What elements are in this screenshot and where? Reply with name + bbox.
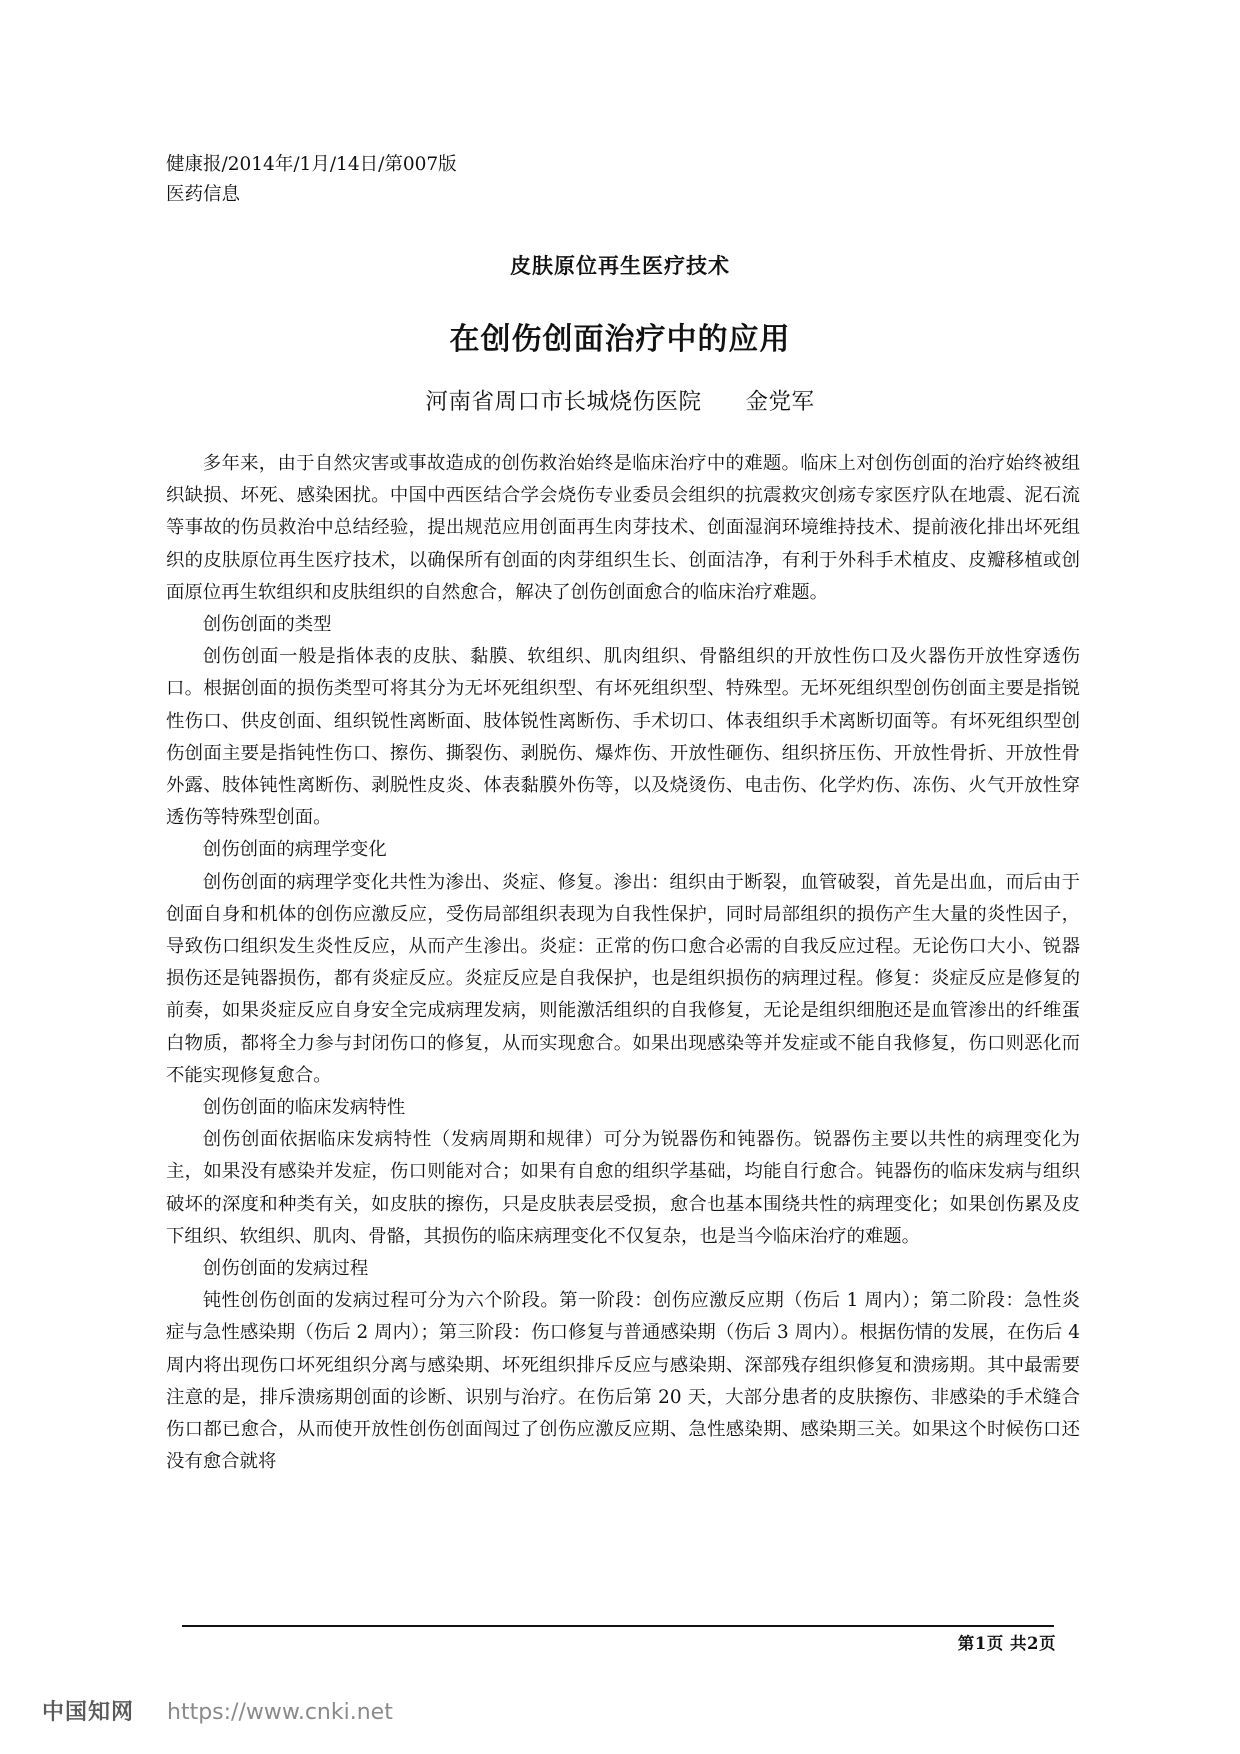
- author-line: [0, 384, 1240, 416]
- article-body: [166, 448, 1080, 1479]
- section-heading: 创伤创面的病理学变化: [202, 839, 387, 861]
- body-paragraph: 多年来，由于自然灾害或事故造成的创伤救治始终是临床治疗中的难题。临床上对创伤创面的治疗始终被组织缺损、坏死、感染困扰。中国中西医结合学会烧伤专业委员会组织的抗震救灾创疡专家医疗队在地震、泥石流等事故的伤员救治中总结经验，提出规范应用创面再生肉芽技术、创面湿润环境维持技术、提前液化排出坏死组织的皮肤原位再生医疗技术，以确保所有创面的肉芽组织生长、创面洁净，有利于外科手术植皮、皮瓣移植或创面原位再生软组织和皮肤组织的自然愈合，解决了创伤创面愈合的临床治疗难题。: [166, 453, 1080, 603]
- page-number: 第1页 共2页: [957, 1634, 1056, 1653]
- cnki-url: https://www.cnki.net: [167, 1700, 393, 1725]
- body-paragraph: 创伤创面的病理学变化共性为渗出、炎症、修复。渗出：组织由于断裂，血管破裂，首先是出血，而后由于创面自身和机体的创伤应激反应，受伤局部组织表现为自我性保护，同时局部组织的损伤产生大量的炎性因子，导致伤口组织发生炎性反应，从而产生渗出。炎症：正常的伤口愈合必需的自我反应过程。无论伤口大小、锐器损伤还是钝器损伤，都有炎症反应。炎症反应是自我保护，也是组织损伤的病理过程。修复：炎症反应是修复的前奏，如果炎症反应自身安全完成病理发病，则能激活组织的自我修复，无论是组织细胞还是血管渗出的纤维蛋白物质，都将全力参与封闭伤口的修复，从而实现愈合。如果出现感染等并发症或不能自我修复，伤口则恶化而不能实现修复愈合。: [166, 871, 1080, 1086]
- section-heading: 创伤创面的发病过程: [202, 1258, 369, 1280]
- source-line: 健康报/2014年/1月/14日/第007版: [166, 154, 457, 175]
- footer-divider: [182, 1625, 1054, 1627]
- cnki-logo: 中国知网: [42, 1700, 135, 1725]
- body-paragraph: 创伤创面依据临床发病特性（发病周期和规律）可分为锐器伤和钝器伤。锐器伤主要以共性的病理变化为主，如果没有感染并发症，伤口则能对合；如果有自愈的组织学基础，均能自行愈合。钝器伤的临床发病与组织破坏的深度和种类有关，如皮肤的擦伤，只是皮肤表层受损，愈合也基本围绕共性的病理变化；如果创伤累及皮下组织、软组织、肌肉、骨骼，其损伤的临床病理变化不仅复杂，也是当今临床治疗的难题。: [166, 1129, 1080, 1247]
- section-heading: 创伤创面的临床发病特性: [202, 1097, 406, 1119]
- body-paragraph: 钝性创伤创面的发病过程可分为六个阶段。第一阶段：创伤应激反应期（伤后 1 周内）；第二阶段：急性炎症与急性感染期（伤后 2 周内）；第三阶段：伤口修复与普通感染期（伤后 3 周内）。根据伤情的发展，在伤后 4 周内将出现伤口坏死组织分离与感染期、坏死组织排斥反应与感染期、深部残存组织修复和溃疡期。其中最需要注意的是，排斥溃疡期创面的诊断、识别与治疗。在伤后第 20 天，大部分患者的皮肤擦伤、非感染的手术缝合伤口都已愈合，从而使开放性创伤创面闯过了创伤应激反应期、急性感染期、感染期三关。如果这个时候伤口还没有愈合就将: [166, 1290, 1080, 1473]
- article-subtitle: 皮肤原位再生医疗技术: [510, 254, 730, 278]
- section-heading: 创伤创面的类型: [202, 614, 332, 636]
- body-paragraph: 创伤创面一般是指体表的皮肤、黏膜、软组织、肌肉组织、骨骼组织的开放性伤口及火器伤开放性穿透伤口。根据创面的损伤类型可将其分为无坏死组织型、有坏死组织型、特殊型。无坏死组织型创伤创面主要是指锐性伤口、供皮创面、组织锐性离断面、肢体锐性离断伤、手术切口、体表组织手术离断切面等。有坏死组织型创伤创面主要是指钝性伤口、擦伤、撕裂伤、剥脱伤、爆炸伤、开放性砸伤、组织挤压伤、开放性骨折、开放性骨外露、肢体钝性离断伤、剥脱性皮炎、体表黏膜外伤等，以及烧烫伤、电击伤、化学灼伤、冻伤、火气开放性穿透伤等特殊型创面。: [166, 646, 1080, 829]
- author-name: 金党军: [745, 389, 815, 415]
- author-institution: 河南省周口市长城烧伤医院: [425, 389, 702, 415]
- article-title: 在创伤创面治疗中的应用: [449, 322, 791, 357]
- column-name: 医药信息: [166, 184, 241, 205]
- article-meta: [166, 150, 457, 210]
- cnki-watermark: [42, 1695, 393, 1726]
